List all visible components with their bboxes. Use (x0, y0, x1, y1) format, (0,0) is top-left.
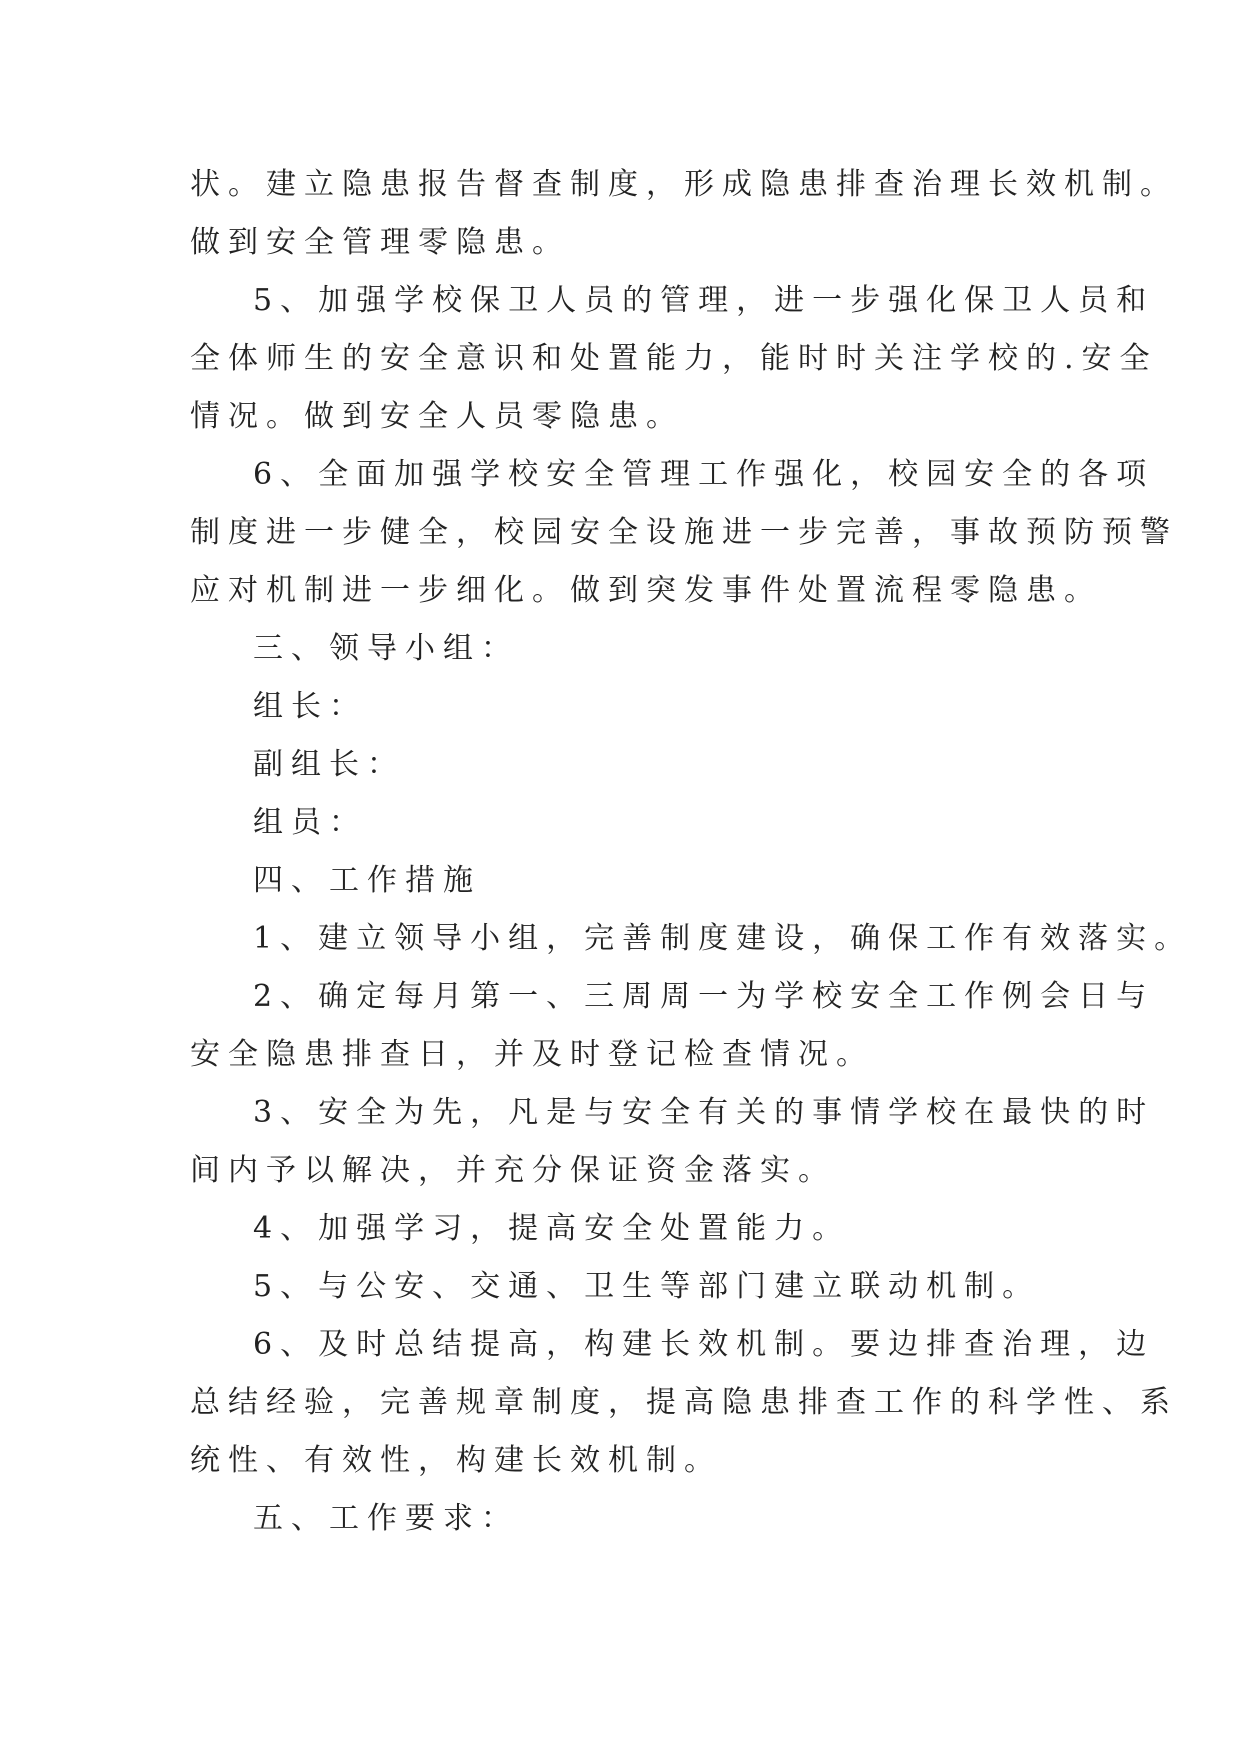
measure-item-6: 6、及时总结提高，构建长效机制。要边排查治理，边 (253, 1327, 1155, 1362)
text-line: 总结经验，完善规章制度，提高隐患排查工作的科学性、系 (190, 1385, 1178, 1420)
section-heading-measures: 四、工作措施 (253, 863, 481, 898)
text-line: 间内予以解决，并充分保证资金落实。 (190, 1153, 836, 1188)
deputy-leader-label: 副组长： (253, 747, 405, 782)
measure-item-3: 3、安全为先，凡是与安全有关的事情学校在最快的时 (253, 1095, 1155, 1130)
measure-item-2: 2、确定每月第一、三周周一为学校安全工作例会日与 (253, 979, 1155, 1014)
section-heading-requirements: 五、工作要求： (253, 1501, 519, 1536)
measure-item-1: 1、建立领导小组，完善制度建设，确保工作有效落实。 (253, 921, 1193, 956)
leader-label: 组长： (253, 689, 367, 724)
text-line: 状。建立隐患报告督查制度，形成隐患排查治理长效机制。 (190, 167, 1178, 202)
section-heading-leadership: 三、领导小组： (253, 631, 519, 666)
measure-item-4: 4、加强学习，提高安全处置能力。 (253, 1211, 851, 1246)
measure-item-5: 5、与公安、交通、卫生等部门建立联动机制。 (253, 1269, 1041, 1304)
text-line: 做到安全管理零隐患。 (190, 225, 570, 260)
paragraph-line-5: 5、加强学校保卫人员的管理，进一步强化保卫人员和 (253, 283, 1155, 318)
text-line: 应对机制进一步细化。做到突发事件处置流程零隐患。 (190, 573, 1102, 608)
text-line: 安全隐患排查日，并及时登记检查情况。 (190, 1037, 874, 1072)
text-line: 统性、有效性，构建长效机制。 (190, 1443, 722, 1478)
text-line: 制度进一步健全，校园安全设施进一步完善，事故预防预警 (190, 515, 1178, 550)
text-line: 全体师生的安全意识和处置能力，能时时关注学校的.安全 (190, 341, 1158, 376)
text-line: 情况。做到安全人员零隐患。 (190, 399, 684, 434)
member-label: 组员： (253, 805, 367, 840)
paragraph-line-6: 6、全面加强学校安全管理工作强化，校园安全的各项 (253, 457, 1155, 492)
